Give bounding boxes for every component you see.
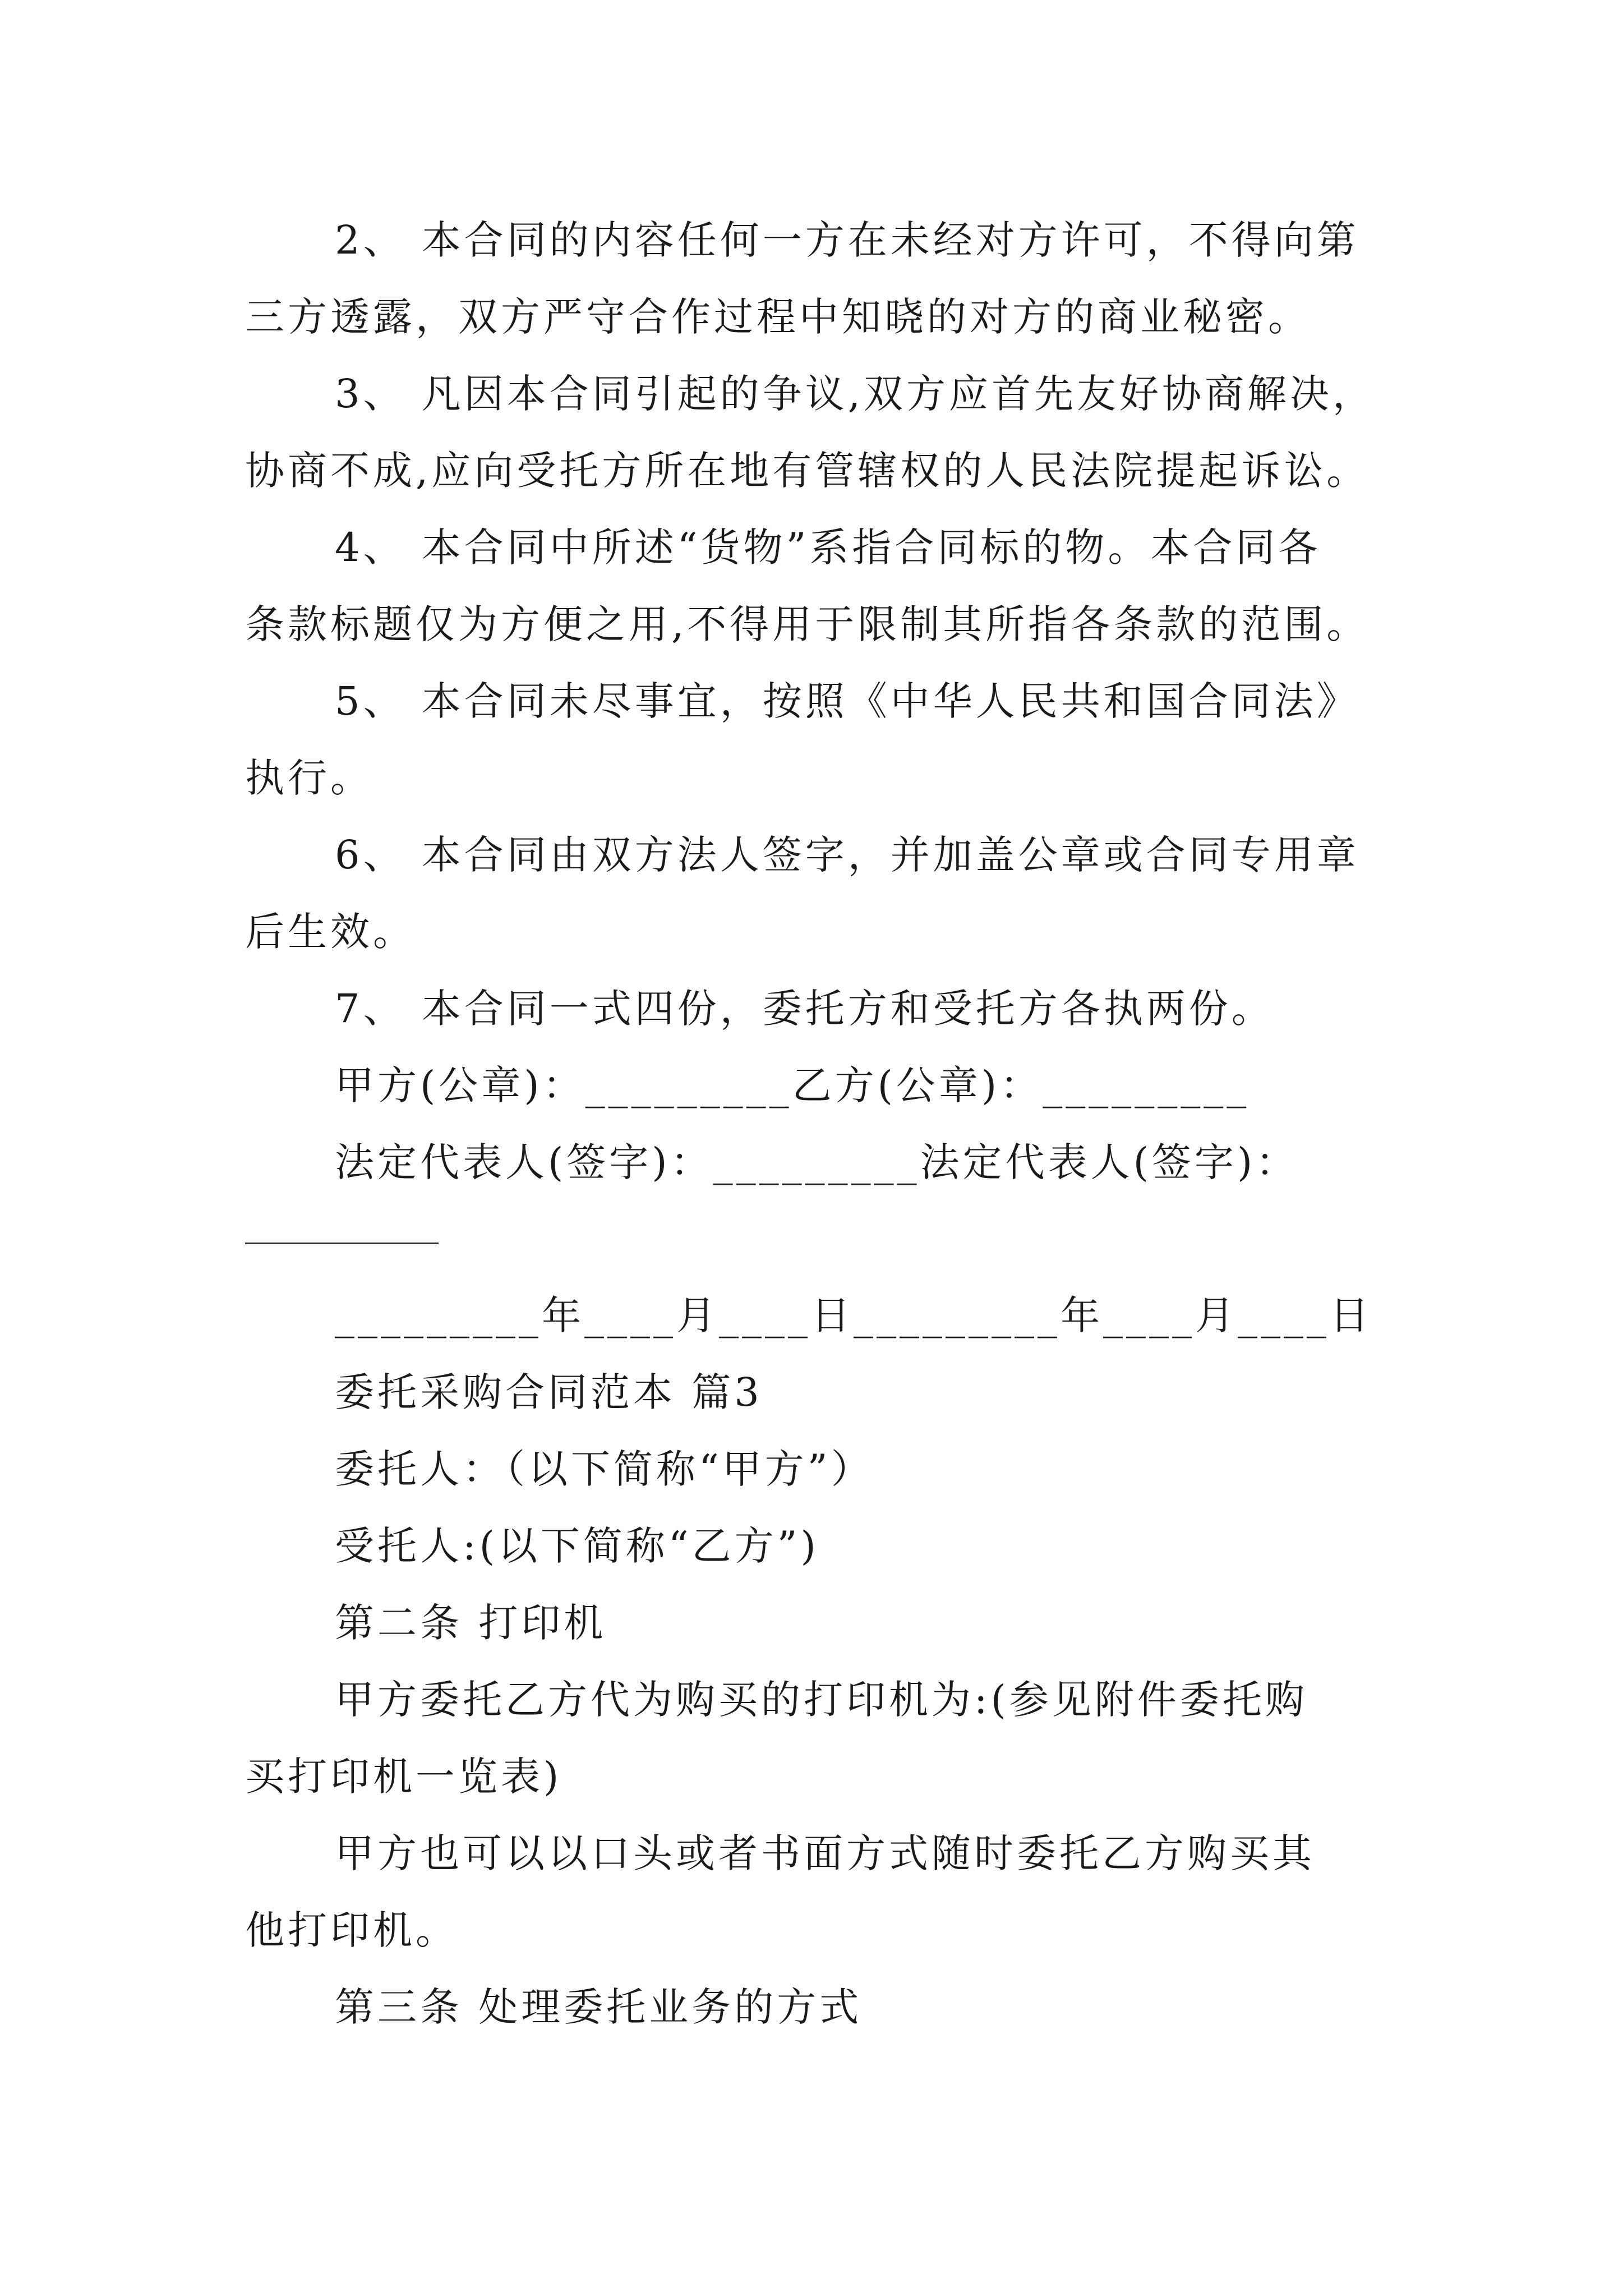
article-2-paragraph-2-line-2: 他打印机。 [245,1907,458,1953]
client-line: 委托人：（以下简称“甲方”） [335,1446,874,1492]
clause-3-line-1: 3、 凡因本合同引起的争议,双方应首先友好协商解决， [335,371,1376,417]
signature-blank-underline [245,1243,439,1244]
seal-line: 甲方(公章)：_________乙方(公章)：_________ [335,1062,1250,1108]
clause-2-line-2: 三方透露，双方严守合作过程中知晓的对方的商业秘密。 [245,294,1311,340]
date-line: _________年____月____日_________年____月____日 [335,1292,1372,1338]
clause-4-line-1: 4、 本合同中所述“货物”系指合同标的物。本合同各 [335,524,1321,570]
article-2-paragraph-2-line-1: 甲方也可以以口头或者书面方式随时委托乙方购买其 [335,1830,1315,1876]
article-2-paragraph-1-line-2: 买打印机一览表) [245,1754,562,1800]
clause-7-line-1: 7、 本合同一式四份，委托方和受托方各执两份。 [335,986,1274,1032]
clause-5-line-2: 执行。 [245,755,373,801]
representative-line: 法定代表人(签字)：_________法定代表人(签字)： [335,1139,1299,1185]
clause-2-line-1: 2、 本合同的内容任何一方在未经对方许可，不得向第 [335,217,1359,263]
clause-6-line-1: 6、 本合同由双方法人签字，并加盖公章或合同专用章 [335,832,1359,878]
agent-line: 受托人:(以下简称“乙方”) [335,1523,819,1569]
article-2-paragraph-1-line-1: 甲方委托乙方代为购买的打印机为:(参见附件委托购 [335,1677,1308,1723]
article-3-title: 第三条 处理委托业务的方式 [335,1984,863,2030]
clause-3-line-2: 协商不成,应向受托方所在地有管辖权的人民法院提起诉讼。 [245,448,1370,494]
clause-5-line-1: 5、 本合同未尽事宜，按照《中华人民共和国合同法》 [335,678,1359,724]
section-title: 委托采购合同范本 篇3 [335,1369,763,1415]
clause-6-line-2: 后生效。 [245,909,416,955]
clause-4-line-2: 条款标题仅为方便之用,不得用于限制其所指各条款的范围。 [245,601,1370,647]
article-2-title: 第二条 打印机 [335,1600,607,1646]
